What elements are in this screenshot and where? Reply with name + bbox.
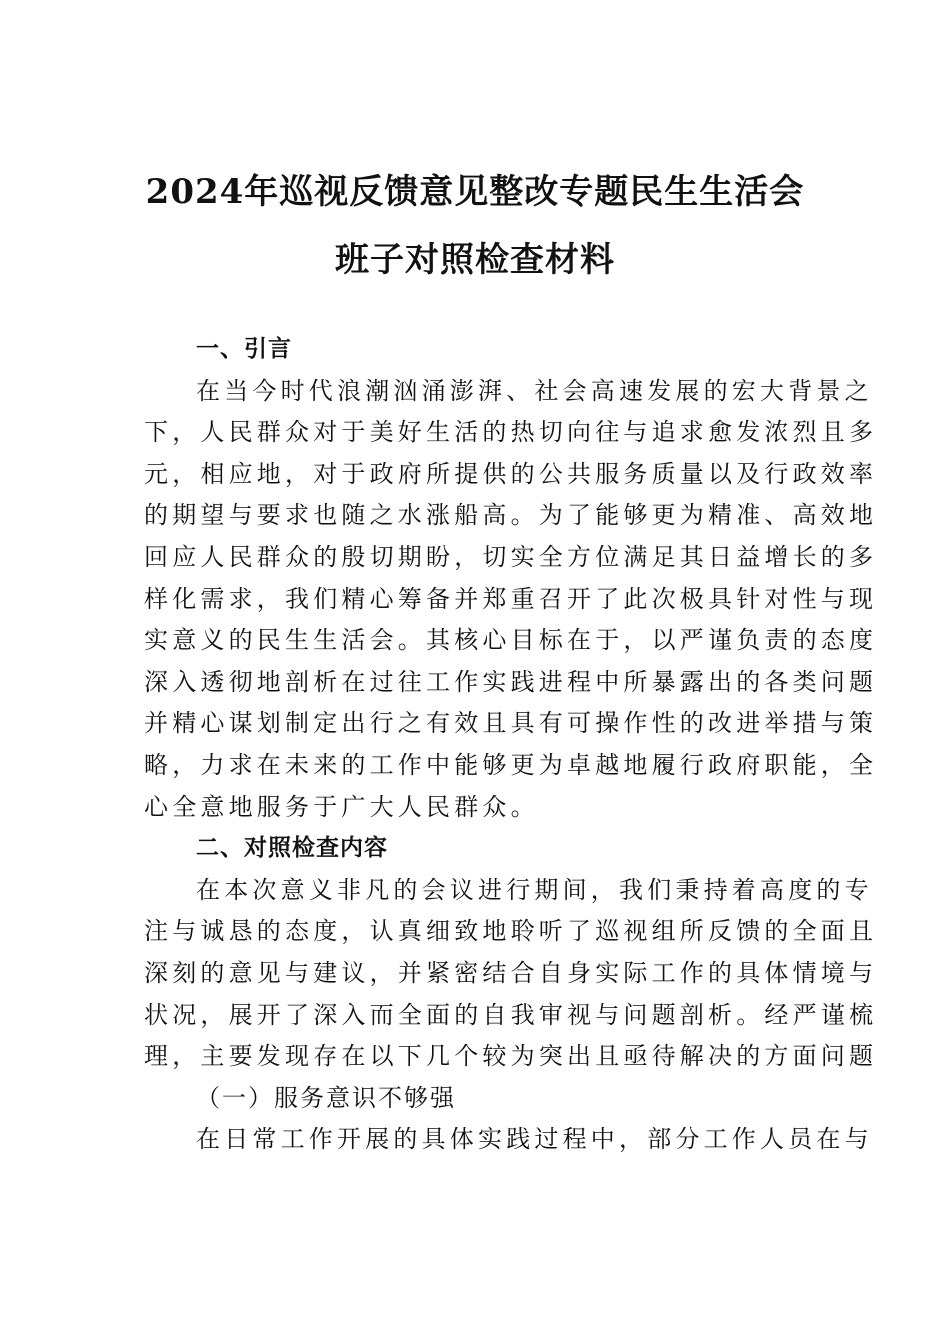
paragraph-line: 并精心谋划制定出行之有效且具有可操作性的改进举措与策 [144, 709, 878, 738]
section-heading-review-content: 二、对照检查内容 [196, 835, 388, 862]
paragraph-line: 的期望与要求也随之水涨船高。为了能够更为精准、高效地 [144, 501, 878, 530]
document-title-line-2: 班子对照检查材料 [335, 240, 615, 280]
paragraph-line: 深入透彻地剖析在过往工作实践进程中所暴露出的各类问题 [144, 667, 878, 696]
paragraph-line: 注与诚恳的态度，认真细致地聆听了巡视组所反馈的全面且 [144, 917, 878, 946]
paragraph-line: 状况，展开了深入而全面的自我审视与问题剖析。经严谨梳 [144, 1000, 878, 1029]
paragraph-line: 在日常工作开展的具体实践过程中，部分工作人员在与 [196, 1125, 873, 1154]
paragraph-line: 深刻的意见与建议，并紧密结合自身实际工作的具体情境与 [144, 958, 878, 987]
paragraph-line: 实意义的民生生活会。其核心目标在于，以严谨负责的态度 [144, 626, 878, 655]
document-body [144, 329, 878, 1161]
paragraph-line: 下，人民群众对于美好生活的热切向往与追求愈发浓烈且多 [144, 418, 878, 447]
paragraph-line: 略，力求在未来的工作中能够更为卓越地履行政府职能，全 [144, 750, 878, 779]
paragraph-line: 在当今时代浪潮汹涌澎湃、社会高速发展的宏大背景之 [196, 376, 873, 405]
document-title-line-1: 2024年巡视反馈意见整改专题民生生活会 [145, 172, 805, 212]
paragraph-line: 心全意地服务于广大人民群众。 [144, 792, 539, 821]
section-heading-introduction: 一、引言 [196, 336, 292, 362]
subsection-heading-service-awareness: （一）服务意识不够强 [196, 1083, 456, 1112]
paragraph-line: 元，相应地，对于政府所提供的公共服务质量以及行政效率 [144, 459, 878, 488]
paragraph-line: 回应人民群众的殷切期盼，切实全方位满足其日益增长的多 [144, 542, 878, 571]
paragraph-line: 理，主要发现存在以下几个较为突出且亟待解决的方面问题 [144, 1042, 878, 1071]
paragraph-line: 样化需求，我们精心筹备并郑重召开了此次极具针对性与现 [144, 584, 878, 613]
paragraph-line: 在本次意义非凡的会议进行期间，我们秉持着高度的专 [196, 875, 873, 904]
